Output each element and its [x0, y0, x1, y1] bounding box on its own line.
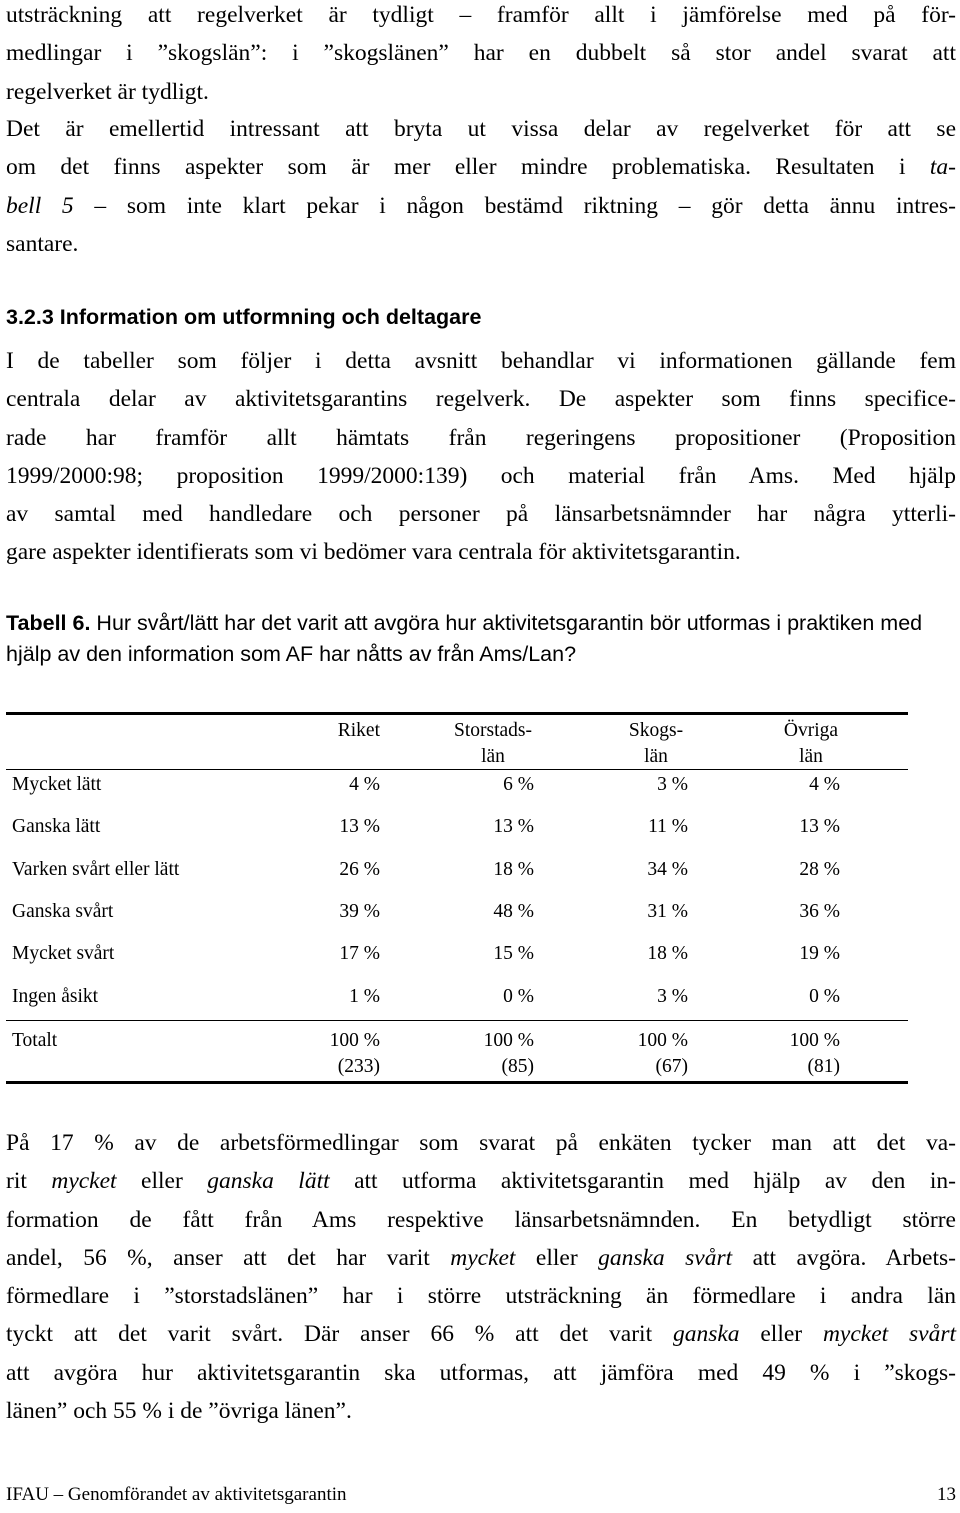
table-header-rule — [6, 769, 908, 770]
cell-value: 6 % — [503, 774, 534, 795]
text-line: formation de fått från Ams respektive länsarbetsnämnden. En betydligt större — [6, 1206, 956, 1233]
cell-value: 0 % — [503, 986, 534, 1007]
italic-run: bell 5 — [6, 192, 74, 219]
cell-value: 34 % — [647, 859, 688, 880]
text-line: På 17 % av de arbetsförmedlingar som svarat på enkäten tycker man att det va- — [6, 1130, 956, 1156]
column-header-storstadslan: Storstads- län — [454, 720, 532, 767]
text-line: gare aspekter identifierats som vi bedömer vara centrala för aktivitetsgarantin. — [6, 539, 741, 566]
cell-value: 15 % — [493, 943, 534, 964]
text-line: rade har framför allt hämtats från regeringens propositioner (Proposition — [6, 424, 956, 451]
table-top-rule — [6, 712, 908, 715]
cell-value: 100 % (233) — [329, 1030, 380, 1077]
cell-value: 18 % — [493, 859, 534, 880]
text-line: medlingar i ”skogslän”: i ”skogslänen” har en dubbelt så stor andel svarat att — [6, 40, 956, 67]
cell-value: 3 % — [657, 986, 688, 1007]
cell-value: 100 % (67) — [637, 1030, 688, 1077]
text-line: 1999/2000:98; proposition 1999/2000:139) och material från Ams. Med hjälp — [6, 462, 956, 489]
column-header-riket: Riket — [337, 720, 380, 741]
text-line — [6, 187, 956, 225]
text-line: santare. — [6, 230, 79, 257]
text-line: tyckt att det varit svårt. Där anser 66 % att det varit ganska eller mycket svårt — [6, 1321, 957, 1348]
cell-value: 28 % — [799, 859, 840, 880]
cell-value: 31 % — [647, 901, 688, 922]
cell-value: 26 % — [339, 859, 380, 880]
footer-title: IFAU – Genomförandet av aktivitetsgarantin — [6, 1484, 347, 1505]
cell-value: 13 % — [493, 816, 534, 837]
page-number: 13 — [937, 1484, 956, 1505]
cell-value: 48 % — [493, 901, 534, 922]
text-line: centrala delar av aktivitetsgarantins regelverk. De aspekter som finns specifice- — [6, 386, 956, 413]
paragraph-regelverk — [6, 110, 956, 263]
row-label: Mycket lätt — [12, 774, 102, 795]
page-footer — [6, 1483, 956, 1507]
row-label: Mycket svårt — [12, 943, 115, 964]
cell-value: 36 % — [799, 901, 840, 922]
cell-value: 19 % — [799, 943, 840, 964]
text-line: rit mycket eller ganska lätt att utforma aktivitetsgarantin med hjälp av den in- — [6, 1168, 956, 1195]
paragraph-results — [6, 1124, 956, 1430]
paragraph-tabeller — [6, 342, 956, 572]
row-label: Ingen åsikt — [12, 986, 99, 1007]
column-header-skogslan: Skogs- län — [628, 720, 684, 767]
table-total-rule — [6, 1020, 908, 1021]
text-line: I de tabeller som följer i detta avsnitt behandlar vi informationen gällande fem — [6, 348, 956, 374]
paragraph-intro — [6, 0, 956, 111]
cell-value: 39 % — [339, 901, 380, 922]
cell-value: 13 % — [799, 816, 840, 837]
cell-value: 18 % — [647, 943, 688, 964]
cell-value: 3 % — [657, 774, 688, 795]
row-label: Ganska lätt — [12, 816, 101, 837]
text-line — [6, 148, 956, 186]
text-line: regelverket är tydligt. — [6, 78, 209, 105]
text-line: andel, 56 %, anser att det har varit mycket eller ganska svårt att avgöra. Arbets- — [6, 1244, 956, 1271]
italic-run: ta- — [929, 154, 956, 181]
cell-value: 17 % — [339, 943, 380, 964]
row-label: Totalt — [12, 1030, 58, 1051]
text-line: förmedlare i ”storstadslänen” har i större utsträckning än förmedlare i andra län — [6, 1283, 956, 1310]
column-header-ovriga-lan: Övriga län — [783, 720, 839, 767]
cell-value: 0 % — [809, 986, 840, 1007]
row-label: Ganska svårt — [12, 901, 114, 922]
text-line: av samtal med handledare och personer på länsarbetsnämnder har några ytterli- — [6, 501, 956, 528]
text-run: – som inte klart pekar i någon bestämd riktning – gör detta ännu intres- — [73, 192, 956, 219]
cell-value: 100 % (85) — [483, 1030, 534, 1077]
text-line: att avgöra hur aktivitetsgarantin ska utformas, att jämföra med 49 % i ”skogs- — [6, 1359, 956, 1386]
results-table — [6, 712, 908, 1084]
cell-value: 13 % — [339, 816, 380, 837]
cell-value: 11 % — [648, 816, 688, 837]
cell-value: 1 % — [349, 986, 380, 1007]
caption-text: Hur svårt/lätt har det varit att avgöra hur aktivitetsgarantin bör utformas i praktiken med hjälp av den information som AF har nåtts av från Ams/Lan? — [6, 611, 923, 666]
table-caption — [6, 608, 956, 670]
table-bottom-rule — [6, 1081, 908, 1084]
text-line: utsträckning att regelverket är tydligt – framför allt i jämförelse med på för- — [6, 2, 956, 28]
cell-value: 100 % (81) — [789, 1030, 840, 1077]
cell-value: 4 % — [809, 774, 840, 795]
section-heading: 3.2.3 Information om utformning och deltagare — [6, 305, 482, 329]
text-run: om det finns aspekter som är mer eller mindre problematiska. Resultaten i — [6, 154, 930, 181]
row-label: Varken svårt eller lätt — [12, 859, 180, 880]
text-line: Det är emellertid intressant att bryta ut vissa delar av regelverket för att se — [6, 116, 956, 142]
text-line: länen” och 55 % i de ”övriga länen”. — [6, 1398, 352, 1425]
table-label: Tabell 6. — [6, 611, 91, 635]
cell-value: 4 % — [349, 774, 380, 795]
